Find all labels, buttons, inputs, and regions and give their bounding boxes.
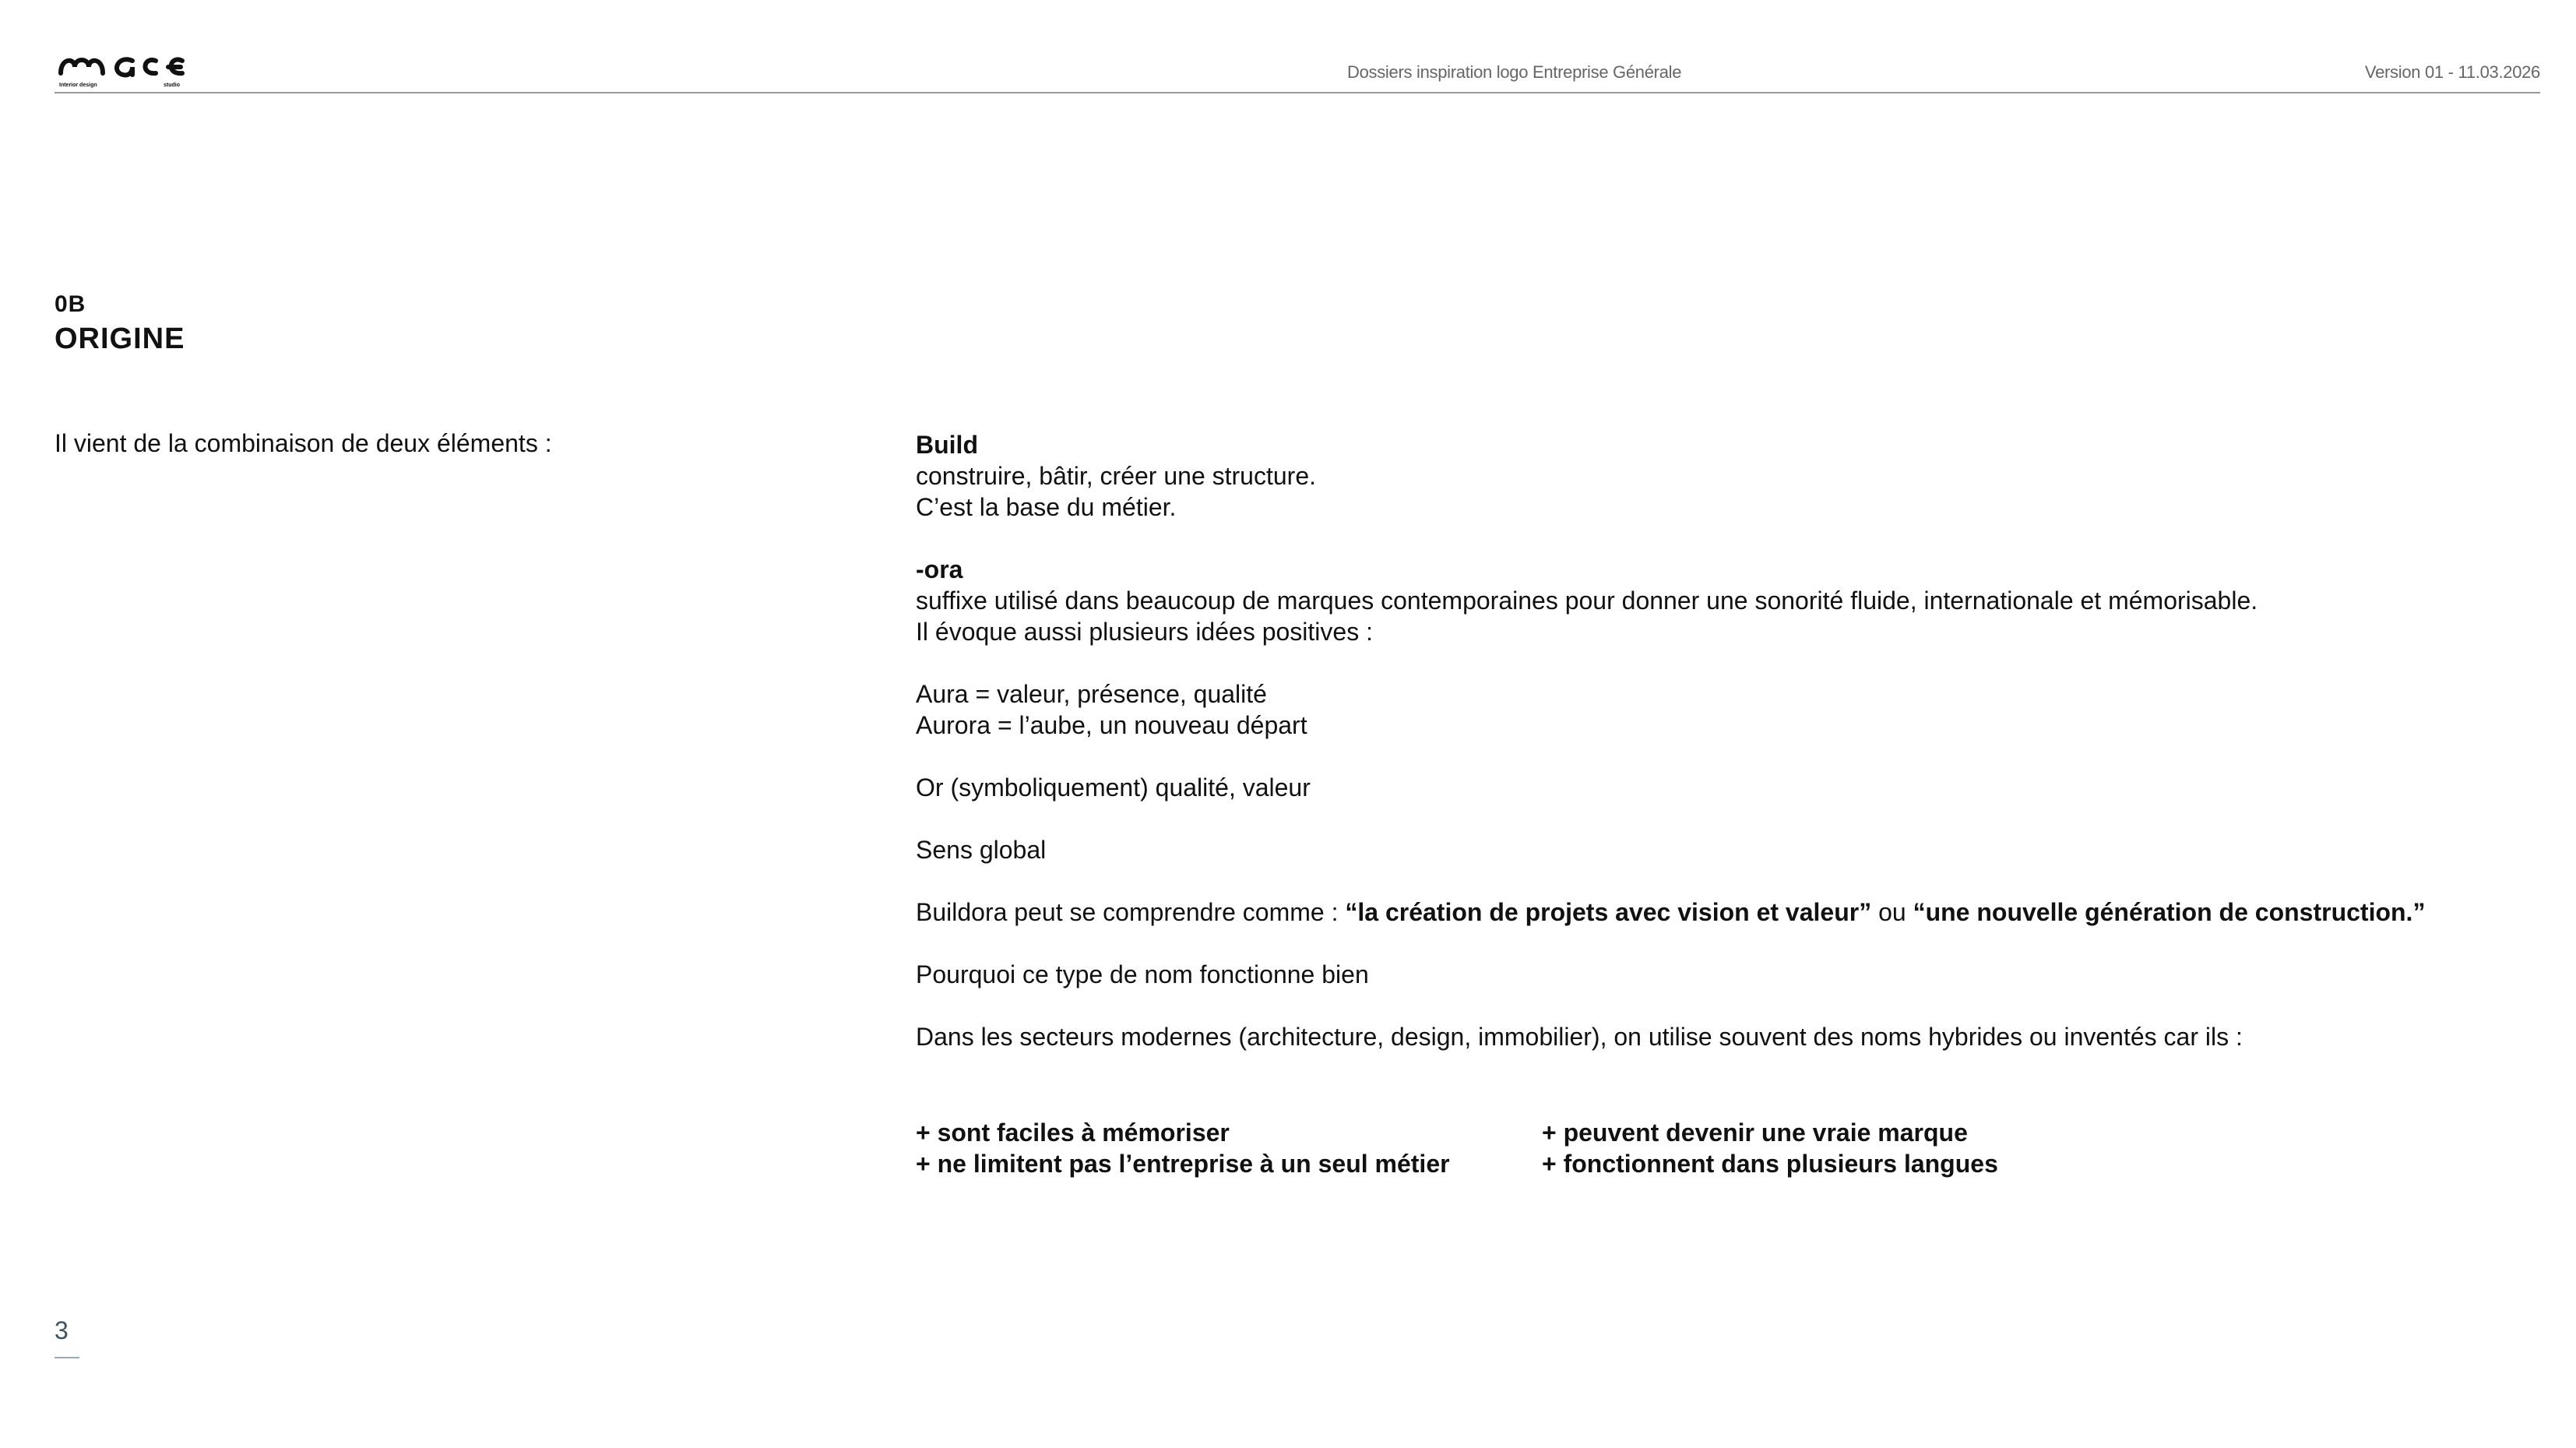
section-code: 0B [55,291,86,317]
or-line: Or (symboliquement) qualité, valeur [916,773,1311,802]
ora-line: suffixe utilisé dans beaucoup de marques contemporaines pour donner une sonorité fluide, internationale et mémorisable. [916,587,2258,615]
document-title: Dossiers inspiration logo Entreprise Générale [1347,62,1682,82]
brand-logo [55,44,187,90]
aura-line: Aura = valeur, présence, qualité [916,680,1267,708]
meaning-quote-2: “une nouvelle génération de construction.” [1913,898,2426,926]
ora-line: Il évoque aussi plusieurs idées positives : [916,618,1373,646]
sens-global: Sens global [916,836,1047,864]
benefit-item: + fonctionnent dans plusieurs langues [1542,1150,1998,1178]
sectors-line: Dans les secteurs modernes (architecture, design, immobilier), on utilise souvent des noms hybrides ou inventés car ils : [916,1023,2243,1051]
page-number: 3 [55,1316,69,1344]
benefits-column-2 [1542,1117,1998,1179]
aurora-line: Aurora = l’aube, un nouveau départ [916,711,1307,739]
why-line: Pourquoi ce type de nom fonctionne bien [916,960,1369,988]
meaning-prefix: Buildora peut se comprendre comme : [916,898,1346,926]
header-divider [55,92,2540,93]
main-text [916,429,2512,1052]
page-header [55,44,2540,93]
build-line: C’est la base du métier. [916,493,1177,521]
meaning-line [916,897,2512,928]
meaning-quote-1: “la création de projets avec vision et valeur” [1345,898,1872,926]
page-number-underline [55,1357,79,1358]
build-heading: Build [916,431,978,459]
benefit-item: + sont faciles à mémoriser [916,1119,1230,1147]
intro-text: Il vient de la combinaison de deux éléments : [55,429,552,457]
version-label: Version 01 - 11.03.2026 [2364,62,2540,82]
benefit-item: + ne limitent pas l’entreprise à un seul métier [916,1150,1450,1178]
ora-heading: -ora [916,555,963,583]
section-title: ORIGINE [55,322,185,355]
build-line: construire, bâtir, créer une structure. [916,462,1316,490]
benefits-column-1 [916,1117,1450,1179]
benefit-item: + peuvent devenir une vraie marque [1542,1119,1968,1147]
meaning-or: ou [1871,898,1913,926]
svg-text:studio: studio [164,83,180,88]
svg-text:Interior design: Interior design [59,83,97,88]
